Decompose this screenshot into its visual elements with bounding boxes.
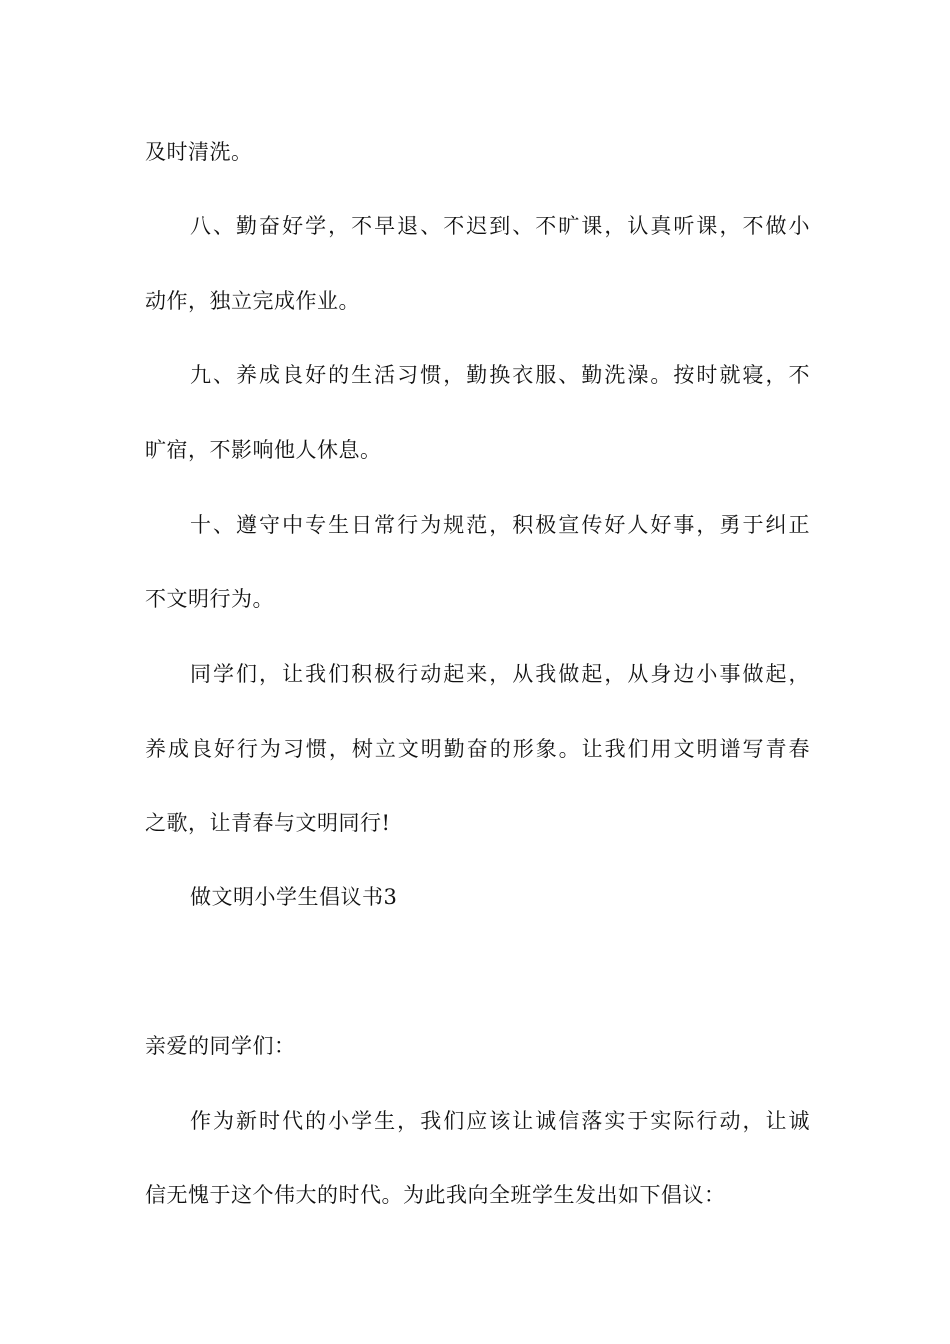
paragraph-line: 九、养成良好的生活习惯，勤换衣服、勤洗澡。按时就寝，不 bbox=[190, 363, 810, 387]
section-title: 做文明小学生倡议书3 bbox=[190, 885, 398, 909]
paragraph-line: 之歌，让青春与文明同行! bbox=[145, 811, 391, 835]
paragraph-line: 信无愧于这个伟大的时代。为此我向全班学生发出如下倡议： bbox=[145, 1183, 726, 1207]
paragraph-line: 旷宿，不影响他人休息。 bbox=[145, 438, 382, 462]
salutation: 亲爱的同学们： bbox=[145, 1034, 296, 1058]
paragraph-line: 不文明行为。 bbox=[145, 587, 274, 611]
paragraph-line: 动作，独立完成作业。 bbox=[145, 289, 360, 313]
paragraph-line: 及时清洗。 bbox=[145, 140, 253, 164]
paragraph-line: 作为新时代的小学生，我们应该让诚信落实于实际行动，让诚 bbox=[190, 1109, 810, 1133]
paragraph-line: 十、遵守中专生日常行为规范，积极宣传好人好事，勇于纠正 bbox=[190, 513, 810, 537]
paragraph-line: 同学们，让我们积极行动起来，从我做起，从身边小事做起， bbox=[190, 662, 810, 686]
paragraph-line: 养成良好行为习惯，树立文明勤奋的形象。让我们用文明谱写青春 bbox=[145, 737, 810, 761]
paragraph-line: 八、勤奋好学，不早退、不迟到、不旷课，认真听课，不做小 bbox=[190, 214, 810, 238]
